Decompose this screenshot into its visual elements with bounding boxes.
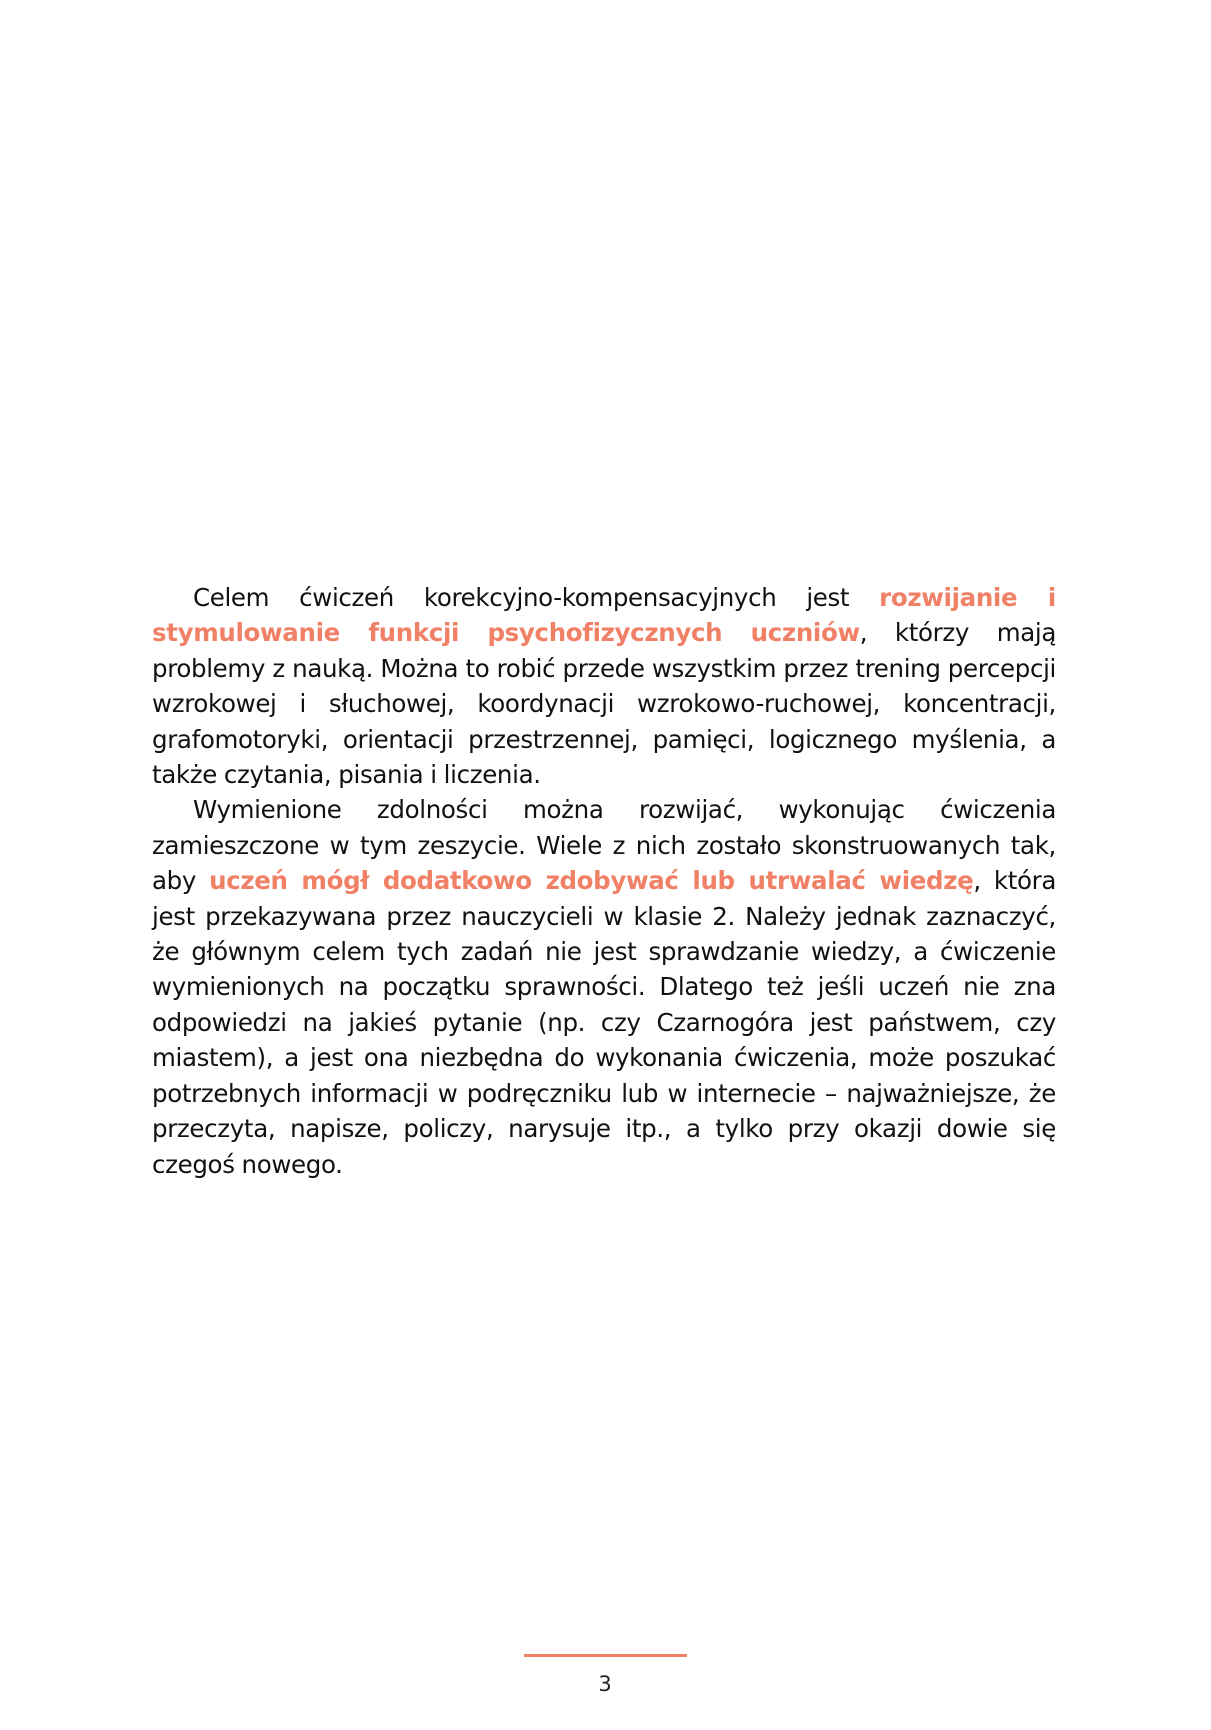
intro-text-start: Celem ćwiczeń korekcyjno-kompensacyjnych jest xyxy=(193,583,880,612)
intro-text-end: , którzy mają problemy z nauką. Można to robić przede wszystkim przez trening percepcji wzrokowej i słuchowej, koordynacji wzrokowo-ruchowej, koncentracji, grafomotoryki, orientacji przestrzennej, pamięci, logicznego myślenia, a także czytania, pisania i liczenia. xyxy=(152,618,1056,790)
intro-highlight: rozwijanie i stymulowanie funkcji psychofizycznych uczniów xyxy=(152,583,1056,648)
abilities-highlight: uczeń mógł dodatkowo zdobywać lub utrwalać wiedzę xyxy=(209,866,974,896)
abilities-text-end: , która jest przekazywana przez nauczycieli w klasie 2. Należy jednak zaznaczyć, że głównym celem tych zadań nie jest sprawdzanie wiedzy, a ćwiczenie wymienionych na początku sprawności. Dlatego też jeśli uczeń nie zna odpowiedzi na jakieś pytanie (np. czy Czarnogóra jest państwem, czy miastem), a jest ona niezbędna do wykonania ćwiczenia, może poszukać potrzebnych informacji w podręczniku lub w internecie – najważniejsze, że przeczyta, napisze, policzy, narysuje itp., a tylko przy okazji dowie się czegoś nowego. xyxy=(152,866,1056,1179)
paragraph-intro xyxy=(152,580,1056,792)
body-text xyxy=(152,580,1056,1182)
footer-divider xyxy=(524,1654,687,1657)
abilities-text-start: Wymienione zdolności można rozwijać, wykonując ćwiczenia zamieszczone w tym zeszycie. Wiele z nich zostało skonstruowanych tak, aby xyxy=(152,795,1056,896)
page-number: 3 xyxy=(598,1672,612,1696)
paragraph-abilities xyxy=(152,792,1056,1181)
